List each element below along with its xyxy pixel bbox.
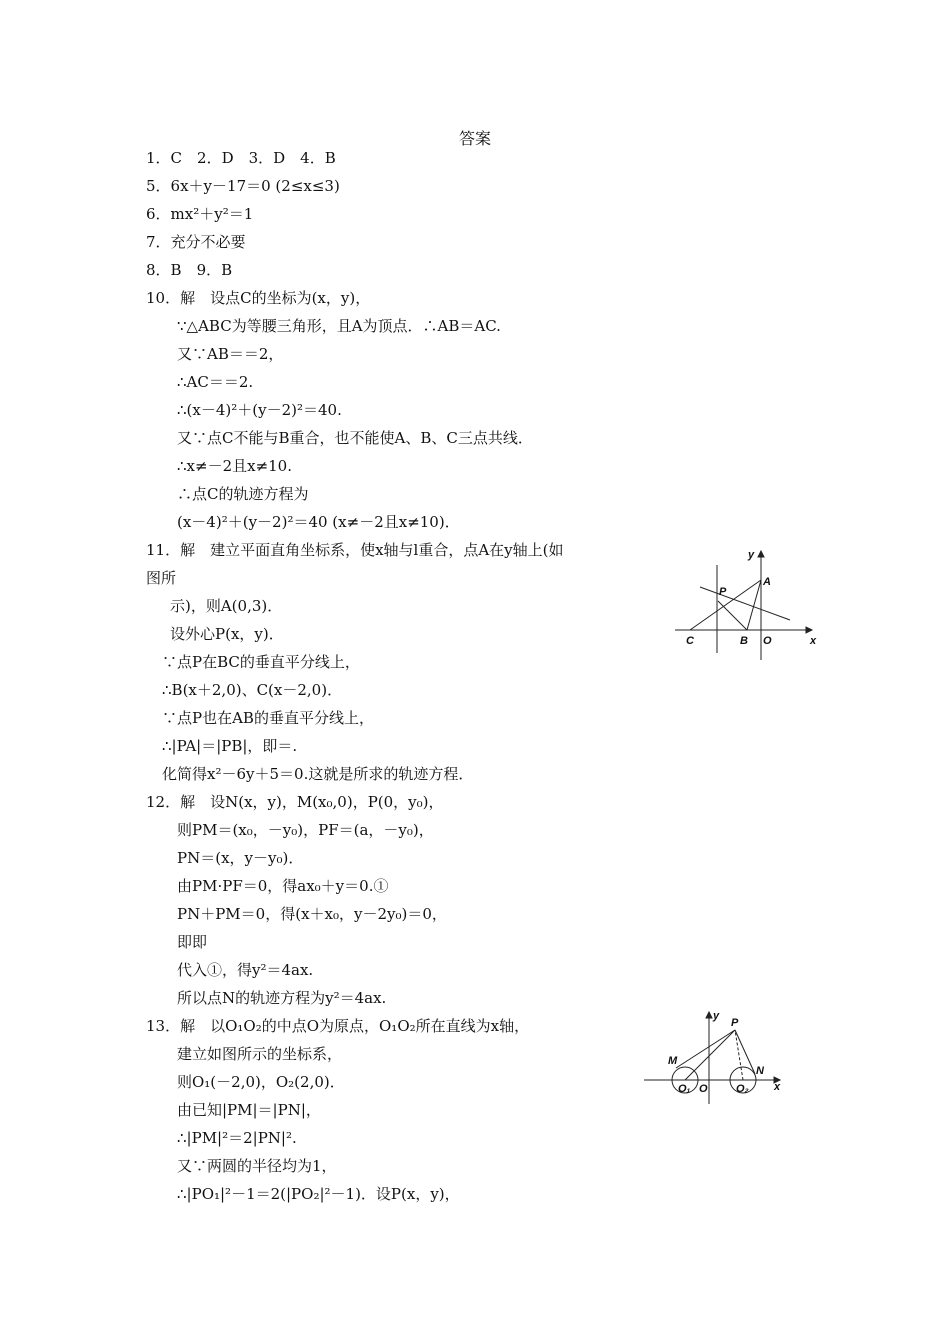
answer-line: 设外心P(x，y)． bbox=[170, 625, 284, 643]
answer-line: ∴|PO₁|²－1＝2(|PO₂|²－1)．设P(x，y)， bbox=[177, 1185, 460, 1203]
answer-line: 则PM＝(x₀，－y₀)，PF＝(a，－y₀)， bbox=[177, 821, 434, 839]
answer-line: ∴x≠－2且x≠10. bbox=[177, 457, 292, 475]
fig2-label-p: P bbox=[731, 1017, 739, 1029]
fig1-label-p: P bbox=[719, 586, 727, 598]
answer-line: 7．充分不必要 bbox=[146, 233, 246, 251]
answer-line: ∴|PM|²＝2|PN|². bbox=[177, 1129, 297, 1147]
answer-line: 化简得x²－6y＋5＝0.这就是所求的轨迹方程． bbox=[162, 765, 474, 783]
answer-line: 所以点N的轨迹方程为y²＝4ax. bbox=[177, 989, 387, 1007]
answer-line: 1．C 2．D 3．D 4．B bbox=[146, 149, 336, 167]
fig2-label-y: y bbox=[713, 1010, 720, 1022]
answer-line: 代入①，得y²＝4ax. bbox=[177, 961, 314, 979]
answer-line: 又∵点C不能与B重合，也不能使A、B、C三点共线． bbox=[177, 429, 533, 447]
answer-line: 10．解 设点C的坐标为(x，y)， bbox=[146, 289, 371, 307]
answer-line: 由已知|PM|＝|PN|， bbox=[177, 1101, 321, 1119]
answer-line: 13．解 以O₁O₂的中点O为原点，O₁O₂所在直线为x轴， bbox=[146, 1017, 530, 1035]
answer-line: ∴点C的轨迹方程为 bbox=[177, 485, 309, 503]
answer-line: PN＝(x，y－y₀)． bbox=[177, 849, 304, 867]
page-title: 答案 bbox=[458, 129, 491, 148]
answer-line: 5．6x＋y－17＝0 (2≤x≤3) bbox=[146, 177, 340, 195]
fig2-label-n: N bbox=[756, 1065, 764, 1077]
answer-line: 6．mx²＋y²＝1 bbox=[146, 205, 254, 223]
answer-line: 建立如图所示的坐标系， bbox=[177, 1045, 343, 1063]
answer-line: ∴B(x＋2,0)、C(x－2,0)． bbox=[162, 681, 343, 699]
answer-line: 12．解 设N(x，y)，M(x₀,0)，P(0，y₀)， bbox=[146, 793, 444, 811]
fig2-label-m: M bbox=[668, 1055, 678, 1067]
fig2-label-o1: O₁ bbox=[678, 1083, 691, 1095]
answer-line: 则O₁(－2,0)，O₂(2,0)． bbox=[177, 1073, 345, 1091]
fig2-label-o: O bbox=[699, 1083, 708, 1095]
fig1-label-y: y bbox=[748, 549, 755, 561]
fig1-label-c: C bbox=[686, 635, 694, 647]
fig1-label-a: A bbox=[763, 576, 771, 588]
answer-line: 又∵两圆的半径均为1， bbox=[177, 1157, 337, 1175]
answer-line: 又∵AB＝＝2， bbox=[177, 345, 284, 363]
answer-line: ∴|PA|＝|PB|，即＝. bbox=[162, 737, 298, 755]
answer-line: (x－4)²＋(y－2)²＝40 (x≠－2且x≠10)． bbox=[177, 513, 460, 531]
answer-line: ∵△ABC为等腰三角形，且A为顶点．∴AB＝AC. bbox=[177, 317, 501, 335]
fig2-label-o2: O₂ bbox=[736, 1083, 749, 1095]
answer-line: 图所 bbox=[146, 569, 177, 587]
answer-line: 11．解 建立平面直角坐标系，使x轴与l重合，点A在y轴上(如 bbox=[146, 541, 564, 559]
fig1-label-o: O bbox=[763, 635, 772, 647]
answer-line: 由PM·PF＝0，得ax₀＋y＝0.① bbox=[177, 877, 389, 895]
fig2-label-x: x bbox=[774, 1081, 781, 1093]
answer-line: ∴(x－4)²＋(y－2)²＝40. bbox=[177, 401, 342, 419]
figure-triangle bbox=[670, 545, 820, 665]
answer-line: 即即 bbox=[177, 933, 208, 951]
fig1-label-b: B bbox=[740, 635, 748, 647]
figure-two-circles bbox=[640, 1008, 790, 1108]
answer-line: ∵点P在BC的垂直平分线上， bbox=[162, 653, 360, 671]
answer-line: ∵点P也在AB的垂直平分线上， bbox=[162, 709, 374, 727]
answer-line: ∴AC＝＝2. bbox=[177, 373, 254, 391]
answer-line: PN＋PM＝0，得(x＋x₀，y－2y₀)＝0， bbox=[177, 905, 447, 923]
fig1-label-x: x bbox=[810, 635, 817, 647]
answer-line: 8．B 9．B bbox=[146, 261, 233, 279]
answer-line: 示)，则A(0,3)． bbox=[170, 597, 283, 615]
